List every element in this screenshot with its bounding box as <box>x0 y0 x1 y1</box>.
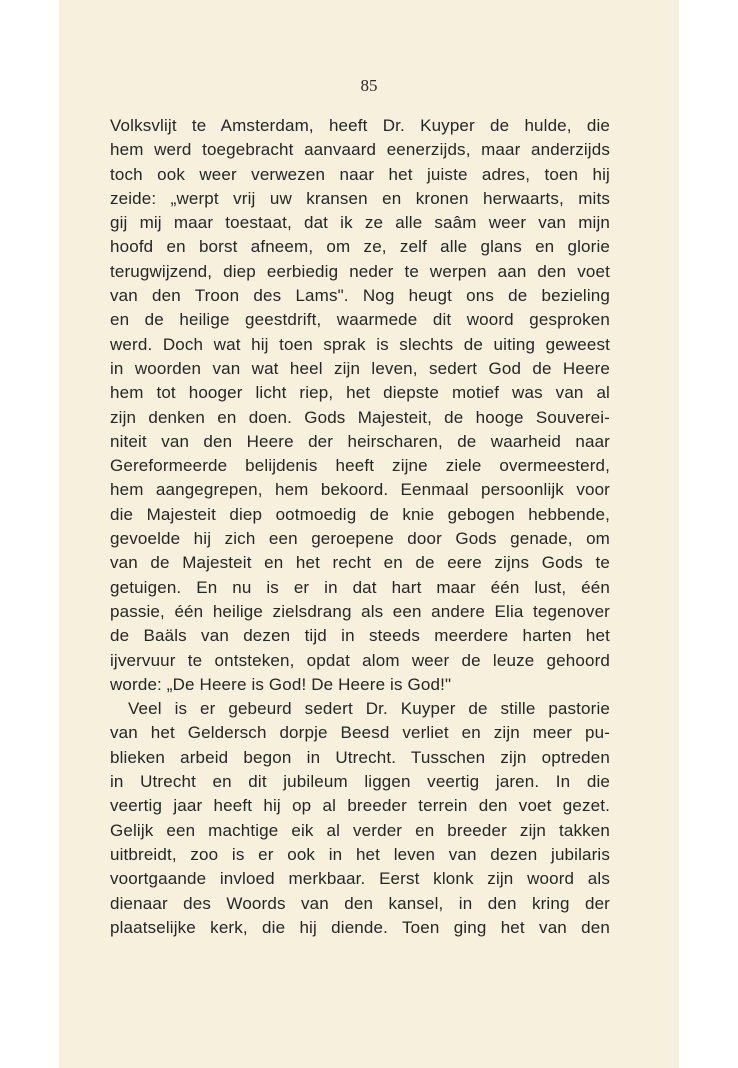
text-line: hem tot hooger licht riep, het diepste motief was van al <box>110 383 610 403</box>
text-line: worde: „De Heere is God! De Heere is God!" <box>110 674 452 694</box>
text-line: zeide: „werpt vrij uw kransen en kronen herwaarts, mits <box>110 188 610 208</box>
body-text <box>110 114 610 940</box>
text-line: blieken arbeid begon in Utrecht. Tusschen zijn optreden <box>110 747 610 767</box>
paragraph <box>110 114 610 697</box>
text-line: gevoelde hij zich een geroepene door Gods genade, om <box>110 529 610 549</box>
text-line: en de heilige geestdrift, waarmede dit woord gesproken <box>110 310 610 330</box>
text-line: Volksvlijt te Amsterdam, heeft Dr. Kuyper de hulde, die <box>110 116 610 135</box>
text-line: Gereformeerde belijdenis heeft zijne ziele overmeesterd, <box>110 456 610 476</box>
text-line: van het Geldersch dorpje Beesd verliet en zijn meer pu- <box>110 723 610 743</box>
text-line: getuigen. En nu is er in dat hart maar één lust, één <box>110 577 610 597</box>
text-line: werd. Doch wat hij toen sprak is slechts de uiting geweest <box>110 334 610 354</box>
text-line: voortgaande invloed merkbaar. Eerst klonk zijn woord als <box>110 869 610 889</box>
text-line: gij mij maar toestaat, dat ik ze alle saâm weer van mijn <box>110 213 610 233</box>
text-line: van de Majesteit en het recht en de eere zijns Gods te <box>110 553 610 573</box>
text-line: niteit van den Heere der heirscharen, de waarheid naar <box>110 431 610 451</box>
text-line: hem werd toegebracht aanvaard eenerzijds, maar anderzijds <box>110 140 610 160</box>
text-line: die Majesteit diep ootmoedig de knie gebogen hebbende, <box>110 504 610 524</box>
text-line: in woorden van wat heel zijn leven, sedert God de Heere <box>110 358 610 378</box>
text-line: in Utrecht en dit jubileum liggen veertig jaren. In die <box>110 772 610 792</box>
text-line: van den Troon des Lams". Nog heugt ons de bezieling <box>110 286 610 306</box>
text-line: passie, één heilige zielsdrang als een andere Elia tegenover <box>110 601 610 621</box>
page-scan <box>59 0 679 1068</box>
text-line: zijn denken en doen. Gods Majesteit, de hooge Souverei- <box>110 407 610 427</box>
page-number: 85 <box>360 76 378 95</box>
text-line: uitbreidt, zoo is er ook in het leven van dezen jubilaris <box>110 844 610 864</box>
text-line: veertig jaar heeft hij op al breeder terrein den voet gezet. <box>110 796 610 816</box>
text-line: Gelijk een machtige eik al verder en breeder zijn takken <box>110 820 610 840</box>
text-line: hoofd en borst afneem, om ze, zelf alle glans en glorie <box>110 237 610 257</box>
text-line: ijvervuur te ontsteken, opdat alom weer de leuze gehoord <box>110 650 610 670</box>
text-line: toch ook weer verwezen naar het juiste adres, toen hij <box>110 164 610 184</box>
text-line: de Baäls van dezen tijd in steeds meerdere harten het <box>110 626 610 646</box>
text-line: plaatselijke kerk, die hij diende. Toen ging het van den <box>110 917 610 937</box>
text-line: hem aangegrepen, hem bekoord. Eenmaal persoonlijk voor <box>110 480 610 500</box>
paragraph <box>110 697 610 940</box>
text-line: Veel is er gebeurd sedert Dr. Kuyper de stille pastorie <box>128 699 610 719</box>
text-line: terugwijzend, diep eerbiedig neder te werpen aan den voet <box>110 261 610 281</box>
text-line: dienaar des Woords van den kansel, in den kring der <box>110 893 610 913</box>
